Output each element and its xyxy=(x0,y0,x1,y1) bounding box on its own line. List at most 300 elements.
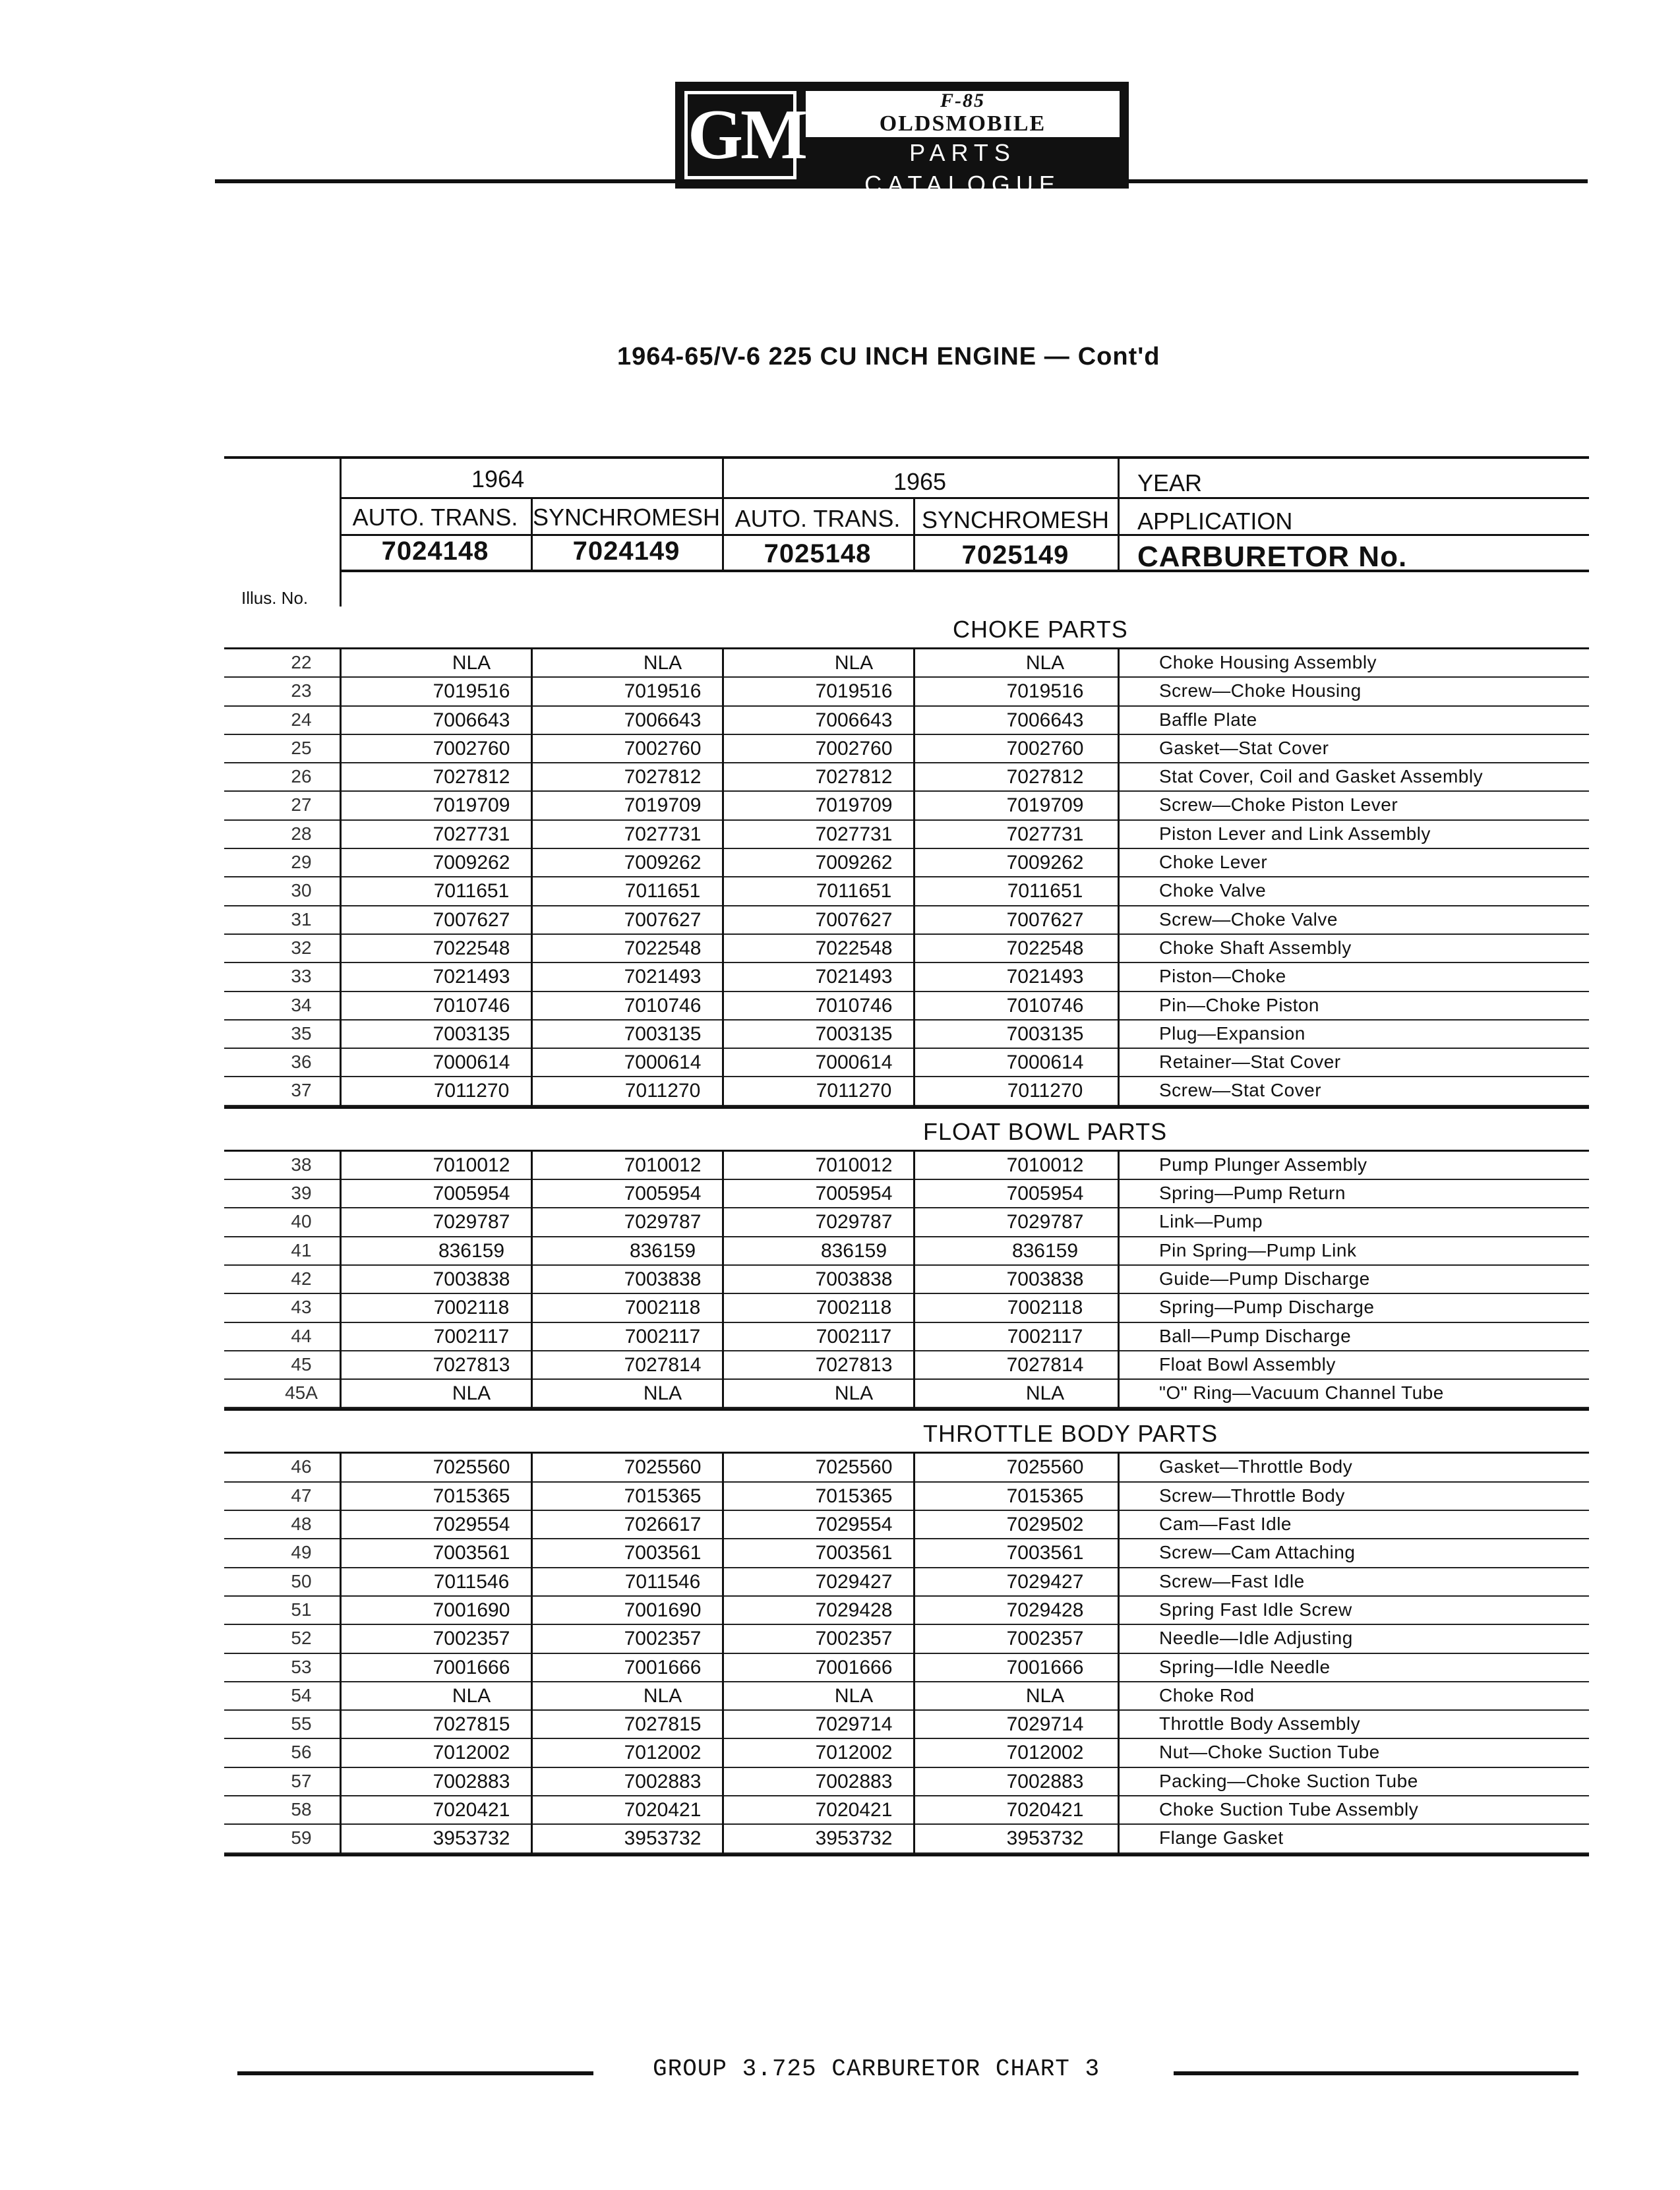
part-1965-auto: NLA xyxy=(834,652,874,674)
part-1965-auto: 7003838 xyxy=(815,1268,893,1290)
application-label: APPLICATION xyxy=(1137,508,1293,535)
part-1965-auto: 7020421 xyxy=(815,1798,893,1821)
table-row xyxy=(224,1323,1589,1351)
part-1964-auto: NLA xyxy=(452,1684,491,1707)
part-1964-synchro: 7022548 xyxy=(624,937,702,959)
part-1965-auto: 7025560 xyxy=(815,1456,893,1479)
part-1964-synchro: NLA xyxy=(643,1684,682,1707)
part-1965-auto: 7029554 xyxy=(815,1514,893,1536)
part-1964-auto: NLA xyxy=(452,652,491,674)
part-1964-synchro: 7021493 xyxy=(624,966,702,988)
part-1965-synchro: 7002760 xyxy=(1006,737,1084,759)
part-description: Nut—Choke Suction Tube xyxy=(1159,1742,1380,1763)
part-1964-synchro: 7000614 xyxy=(624,1051,702,1074)
part-1965-auto: 7006643 xyxy=(815,709,893,731)
part-1964-synchro: 7003838 xyxy=(624,1268,702,1290)
part-1964-synchro: 7002883 xyxy=(624,1770,702,1792)
part-1964-auto: 3953732 xyxy=(433,1827,510,1850)
part-1965-synchro: 7001666 xyxy=(1006,1656,1084,1678)
part-1964-auto: 7012002 xyxy=(433,1742,510,1764)
part-1965-auto: 7005954 xyxy=(815,1183,893,1205)
part-description: Pump Plunger Assembly xyxy=(1159,1154,1367,1175)
part-1965-synchro: 7012002 xyxy=(1006,1742,1084,1764)
part-1965-synchro: 7015365 xyxy=(1006,1485,1084,1507)
brand-name: OLDSMOBILE xyxy=(879,111,1046,136)
part-description: Spring—Pump Return xyxy=(1159,1183,1346,1204)
year-1964: 1964 xyxy=(471,465,525,492)
part-1964-auto: 7029554 xyxy=(433,1514,510,1536)
illus-number: 38 xyxy=(291,1154,312,1175)
part-1965-auto: 7010012 xyxy=(815,1154,893,1176)
gm-mark: GM xyxy=(684,91,796,179)
part-1965-synchro: 7021493 xyxy=(1006,966,1084,988)
illus-number: 45 xyxy=(291,1353,312,1375)
illus-number: 36 xyxy=(291,1051,312,1073)
part-1964-auto: 7002118 xyxy=(433,1297,510,1319)
part-1964-synchro: 7027812 xyxy=(624,766,702,788)
part-description: Choke Lever xyxy=(1159,852,1268,873)
illus-number: 22 xyxy=(291,652,312,672)
table-row xyxy=(224,1351,1589,1380)
part-1965-synchro: 7003561 xyxy=(1006,1542,1084,1564)
application-3: AUTO. TRANS. xyxy=(735,505,901,532)
part-1964-synchro: 7019516 xyxy=(624,680,702,703)
part-description: Choke Shaft Assembly xyxy=(1159,937,1352,958)
part-1964-synchro: 7011651 xyxy=(624,880,701,903)
part-1965-auto: 7003135 xyxy=(815,1022,893,1045)
carburetor-label: CARBURETOR No. xyxy=(1137,541,1408,573)
part-1964-synchro: 7001690 xyxy=(624,1599,702,1621)
part-1965-synchro: 7011270 xyxy=(1007,1080,1083,1102)
part-1965-synchro: 7005954 xyxy=(1006,1183,1084,1205)
part-description: Piston—Choke xyxy=(1159,966,1286,987)
part-1964-auto: 7011651 xyxy=(433,880,510,903)
illus-number: 37 xyxy=(291,1080,312,1101)
part-1964-synchro: 7019709 xyxy=(624,794,702,817)
illus-number: 59 xyxy=(291,1827,312,1849)
part-1965-synchro: 7029787 xyxy=(1006,1211,1084,1233)
part-1964-auto: 7021493 xyxy=(433,966,510,988)
part-1964-synchro: 7027731 xyxy=(624,823,702,845)
footer-rule-left xyxy=(237,2071,593,2075)
illus-number: 29 xyxy=(291,852,312,873)
part-1964-auto: 7027731 xyxy=(433,823,510,845)
part-1965-synchro: 7003135 xyxy=(1006,1022,1084,1045)
table-row xyxy=(224,1021,1589,1049)
part-1964-synchro: 7010012 xyxy=(624,1154,702,1176)
illus-number: 46 xyxy=(291,1456,312,1477)
part-description: Spring—Pump Discharge xyxy=(1159,1297,1375,1318)
part-1964-synchro: 7009262 xyxy=(624,852,702,874)
part-1964-synchro: 7003561 xyxy=(624,1542,702,1564)
part-1965-synchro: 7009262 xyxy=(1006,852,1084,874)
part-1964-synchro: NLA xyxy=(643,1382,682,1405)
part-description: Plug—Expansion xyxy=(1159,1022,1305,1044)
part-1964-auto: 7003838 xyxy=(433,1268,510,1290)
illus-number: 53 xyxy=(291,1656,312,1677)
part-1964-auto: 7010012 xyxy=(433,1154,510,1176)
illus-number: 40 xyxy=(291,1211,312,1232)
part-1965-auto: 7010746 xyxy=(815,994,893,1017)
part-1965-auto: 7011270 xyxy=(816,1080,892,1102)
illus-number: 49 xyxy=(291,1542,312,1563)
part-1965-synchro: 7029427 xyxy=(1006,1570,1084,1593)
illus-number: 50 xyxy=(291,1570,312,1591)
table-row xyxy=(224,678,1589,706)
part-1964-synchro: 7005954 xyxy=(624,1183,702,1205)
part-1964-auto: 7011270 xyxy=(433,1080,510,1102)
illus-number: 27 xyxy=(291,794,312,815)
part-1965-synchro: 7022548 xyxy=(1006,937,1084,959)
table-row xyxy=(224,1511,1589,1539)
carburetor-3: 7025148 xyxy=(764,539,872,568)
part-1964-auto: 7001666 xyxy=(433,1656,510,1678)
table-row xyxy=(224,1483,1589,1511)
part-1965-auto: 7029427 xyxy=(815,1570,893,1593)
part-1964-auto: 7002117 xyxy=(433,1325,510,1347)
table-row xyxy=(224,963,1589,991)
part-1964-synchro: 7002117 xyxy=(624,1325,701,1347)
part-1965-auto: 7002357 xyxy=(815,1628,893,1650)
table-row xyxy=(224,992,1589,1021)
part-1964-synchro: 7011270 xyxy=(624,1080,701,1102)
part-description: Throttle Body Assembly xyxy=(1159,1713,1361,1734)
part-description: "O" Ring—Vacuum Channel Tube xyxy=(1159,1382,1444,1404)
part-description: Screw—Throttle Body xyxy=(1159,1485,1345,1506)
table-row xyxy=(224,1180,1589,1208)
part-description: Spring—Idle Needle xyxy=(1159,1656,1331,1677)
part-1964-auto: 7001690 xyxy=(433,1599,510,1621)
part-1965-auto: 7029714 xyxy=(815,1713,893,1736)
part-1964-auto: 7002883 xyxy=(433,1770,510,1792)
application-1: AUTO. TRANS. xyxy=(352,504,518,531)
part-description: Screw—Fast Idle xyxy=(1159,1570,1305,1591)
part-1965-auto: 7002883 xyxy=(815,1770,893,1792)
part-1964-auto: 7020421 xyxy=(433,1798,510,1821)
part-1965-auto: 7029787 xyxy=(815,1211,893,1233)
part-1964-auto: NLA xyxy=(452,1382,491,1405)
part-1965-auto: 7027813 xyxy=(815,1353,893,1376)
part-1965-synchro: NLA xyxy=(1025,652,1065,674)
part-description: Guide—Pump Discharge xyxy=(1159,1268,1370,1289)
table-row xyxy=(224,906,1589,935)
table-body xyxy=(224,607,1589,1856)
part-1964-auto: 7027815 xyxy=(433,1713,510,1736)
part-description: Gasket—Throttle Body xyxy=(1159,1456,1353,1477)
part-1965-synchro: 7002117 xyxy=(1007,1325,1083,1347)
illus-number: 25 xyxy=(291,737,312,758)
part-1965-auto: 7007627 xyxy=(815,908,893,931)
part-1965-auto: NLA xyxy=(834,1382,874,1405)
part-1964-synchro: 7025560 xyxy=(624,1456,702,1479)
table-row xyxy=(224,821,1589,849)
year-1965: 1965 xyxy=(893,468,947,495)
part-description: Screw—Cam Attaching xyxy=(1159,1542,1356,1563)
part-1964-synchro: 7027815 xyxy=(624,1713,702,1736)
part-1965-auto: 7003561 xyxy=(815,1542,893,1564)
part-description: Float Bowl Assembly xyxy=(1159,1353,1336,1375)
illus-number: 44 xyxy=(291,1325,312,1346)
part-1965-auto: 836159 xyxy=(820,1239,887,1262)
illus-number: 28 xyxy=(291,823,312,844)
part-1964-auto: 7002760 xyxy=(433,737,510,759)
part-1965-auto: 7019516 xyxy=(815,680,893,703)
part-1965-synchro: 7029714 xyxy=(1006,1713,1084,1736)
illus-number: 23 xyxy=(291,680,312,701)
part-description: Flange Gasket xyxy=(1159,1827,1284,1849)
table-row xyxy=(224,792,1589,820)
part-1965-synchro: 7029428 xyxy=(1006,1599,1084,1621)
part-1964-auto: 7003561 xyxy=(433,1542,510,1564)
year-label: YEAR xyxy=(1137,469,1203,496)
part-1964-synchro: 7029787 xyxy=(624,1211,702,1233)
part-description: Ball—Pump Discharge xyxy=(1159,1325,1352,1346)
part-description: Link—Pump xyxy=(1159,1211,1263,1232)
part-1964-auto: 7005954 xyxy=(433,1183,510,1205)
part-1964-auto: 7006643 xyxy=(433,709,510,731)
part-1964-synchro: 7002118 xyxy=(624,1297,701,1319)
part-1964-auto: 7019516 xyxy=(433,680,510,703)
part-description: Pin Spring—Pump Link xyxy=(1159,1239,1357,1260)
part-description: Needle—Idle Adjusting xyxy=(1159,1628,1353,1649)
model-name: F-85 xyxy=(940,90,985,111)
part-1965-auto: 7001666 xyxy=(815,1656,893,1678)
table-row xyxy=(224,1208,1589,1237)
illus-number: 48 xyxy=(291,1514,312,1535)
part-1965-synchro: NLA xyxy=(1025,1382,1065,1405)
table-row xyxy=(224,1654,1589,1682)
part-1964-auto: 7011546 xyxy=(433,1570,510,1593)
illus-number: 51 xyxy=(291,1599,312,1620)
illus-label: Illus. No. xyxy=(241,588,309,608)
illus-number: 47 xyxy=(291,1485,312,1506)
illus-number: 52 xyxy=(291,1628,312,1649)
part-1964-auto: 836159 xyxy=(438,1239,505,1262)
table-row xyxy=(224,1768,1589,1796)
illus-number: 35 xyxy=(291,1022,312,1044)
illus-number: 45A xyxy=(285,1382,318,1404)
part-description: Spring Fast Idle Screw xyxy=(1159,1599,1352,1620)
part-1965-synchro: 7002357 xyxy=(1006,1628,1084,1650)
part-1965-synchro: 3953732 xyxy=(1006,1827,1084,1850)
carburetor-1: 7024148 xyxy=(381,537,489,566)
part-1965-auto: 7019709 xyxy=(815,794,893,817)
part-1965-auto: 7015365 xyxy=(815,1485,893,1507)
part-1965-synchro: 7029502 xyxy=(1006,1514,1084,1536)
part-1964-synchro: 7007627 xyxy=(624,908,702,931)
part-description: Choke Suction Tube Assembly xyxy=(1159,1798,1419,1820)
section-heading xyxy=(224,1411,1589,1452)
carburetor-2: 7024149 xyxy=(572,537,680,566)
part-1965-auto: 7022548 xyxy=(815,937,893,959)
illus-number: 57 xyxy=(291,1770,312,1791)
part-1964-auto: 7009262 xyxy=(433,852,510,874)
part-description: Baffle Plate xyxy=(1159,709,1257,730)
table-row xyxy=(224,1077,1589,1106)
table-row xyxy=(224,1266,1589,1294)
part-1965-synchro: 7019709 xyxy=(1006,794,1084,817)
part-description: Screw—Stat Cover xyxy=(1159,1080,1322,1101)
part-1965-auto: 7021493 xyxy=(815,966,893,988)
part-1964-synchro: 7011546 xyxy=(624,1570,701,1593)
part-description: Screw—Choke Valve xyxy=(1159,908,1338,930)
part-1965-auto: 7029428 xyxy=(815,1599,893,1621)
table-row xyxy=(224,1825,1589,1853)
part-1965-auto: 7027731 xyxy=(815,823,893,845)
part-1965-synchro: 7007627 xyxy=(1006,908,1084,931)
illus-number: 54 xyxy=(291,1684,312,1705)
section-rule xyxy=(224,1854,1589,1856)
table-row xyxy=(224,707,1589,735)
part-1965-auto: 7002117 xyxy=(816,1325,892,1347)
part-1965-synchro: 836159 xyxy=(1011,1239,1079,1262)
illus-number: 24 xyxy=(291,709,312,730)
table-row xyxy=(224,1625,1589,1653)
part-1965-auto: 7002118 xyxy=(816,1297,892,1319)
part-1964-auto: 7000614 xyxy=(433,1051,510,1074)
part-1964-synchro: 7010746 xyxy=(624,994,702,1017)
illus-number: 34 xyxy=(291,994,312,1015)
part-1965-synchro: NLA xyxy=(1025,1684,1065,1707)
catalogue-label: PARTS CATALOGUE xyxy=(864,139,1061,198)
table-header xyxy=(224,456,1589,607)
section-title: CHOKE PARTS xyxy=(953,616,1128,643)
page-title xyxy=(617,343,1160,371)
illus-number: 32 xyxy=(291,937,312,958)
page-footer: GROUP 3.725 CARBURETOR CHART 3 xyxy=(653,2056,1100,2083)
table-row xyxy=(224,1711,1589,1739)
table-row xyxy=(224,1796,1589,1825)
table-row xyxy=(224,1294,1589,1322)
table-row xyxy=(224,1597,1589,1625)
part-1964-auto: 7010746 xyxy=(433,994,510,1017)
part-description: Retainer—Stat Cover xyxy=(1159,1051,1341,1073)
illus-number: 31 xyxy=(291,908,312,930)
part-description: Choke Valve xyxy=(1159,880,1267,901)
part-1965-auto: 7012002 xyxy=(815,1742,893,1764)
part-1965-auto: NLA xyxy=(834,1684,874,1707)
part-1965-auto: 7009262 xyxy=(815,852,893,874)
part-1964-synchro: NLA xyxy=(643,652,682,674)
part-1964-synchro: 7026617 xyxy=(624,1514,702,1536)
part-1964-synchro: 3953732 xyxy=(624,1827,702,1850)
part-1964-synchro: 7012002 xyxy=(624,1742,702,1764)
table-row xyxy=(224,1739,1589,1767)
table-row xyxy=(224,849,1589,877)
part-1964-auto: 7022548 xyxy=(433,937,510,959)
part-1964-synchro: 7020421 xyxy=(624,1798,702,1821)
part-1964-synchro: 7002357 xyxy=(624,1628,702,1650)
illus-number: 26 xyxy=(291,766,312,787)
part-1965-synchro: 7020421 xyxy=(1006,1798,1084,1821)
illus-number: 56 xyxy=(291,1742,312,1763)
table-row xyxy=(224,1049,1589,1077)
part-1965-auto: 7000614 xyxy=(815,1051,893,1074)
part-1965-synchro: 7027812 xyxy=(1006,766,1084,788)
part-1965-synchro: 7010746 xyxy=(1006,994,1084,1017)
part-1965-auto: 7027812 xyxy=(815,766,893,788)
footer-rule-right xyxy=(1174,2071,1578,2075)
illus-number: 41 xyxy=(291,1239,312,1260)
application-2: SYNCHROMESH xyxy=(532,504,721,531)
part-1964-auto: 7019709 xyxy=(433,794,510,817)
table-row xyxy=(224,1682,1589,1711)
illus-number: 43 xyxy=(291,1297,312,1318)
table-row xyxy=(224,647,1589,678)
part-1964-auto: 7027812 xyxy=(433,766,510,788)
table-row xyxy=(224,763,1589,792)
part-description: Stat Cover, Coil and Gasket Assembly xyxy=(1159,766,1484,787)
part-1964-synchro: 7015365 xyxy=(624,1485,702,1507)
part-1964-auto: 7025560 xyxy=(433,1456,510,1479)
part-1965-synchro: 7010012 xyxy=(1006,1154,1084,1176)
part-1965-synchro: 7025560 xyxy=(1006,1456,1084,1479)
gm-logo xyxy=(675,82,1129,198)
part-1964-synchro: 7003135 xyxy=(624,1022,702,1045)
part-description: Pin—Choke Piston xyxy=(1159,994,1320,1015)
table-row xyxy=(224,877,1589,906)
part-1964-synchro: 7006643 xyxy=(624,709,702,731)
part-1965-auto: 7002760 xyxy=(815,737,893,759)
part-1964-auto: 7015365 xyxy=(433,1485,510,1507)
table-row xyxy=(224,735,1589,763)
parts-table xyxy=(224,456,1589,1856)
illus-number: 55 xyxy=(291,1713,312,1734)
part-1964-auto: 7029787 xyxy=(433,1211,510,1233)
part-description: Cam—Fast Idle xyxy=(1159,1514,1292,1535)
part-1964-synchro: 836159 xyxy=(629,1239,696,1262)
part-description: Screw—Choke Piston Lever xyxy=(1159,794,1398,815)
part-description: Packing—Choke Suction Tube xyxy=(1159,1770,1418,1791)
part-1964-auto: 7002357 xyxy=(433,1628,510,1650)
illus-number: 58 xyxy=(291,1798,312,1820)
part-1965-synchro: 7027814 xyxy=(1006,1353,1084,1376)
table-row xyxy=(224,935,1589,963)
part-1965-auto: 3953732 xyxy=(815,1827,893,1850)
part-description: Gasket—Stat Cover xyxy=(1159,737,1329,758)
part-1965-synchro: 7006643 xyxy=(1006,709,1084,731)
part-1965-synchro: 7002883 xyxy=(1006,1770,1084,1792)
illus-number: 39 xyxy=(291,1183,312,1204)
section-heading xyxy=(224,1109,1589,1150)
part-description: Screw—Choke Housing xyxy=(1159,680,1362,701)
part-1964-auto: 7003135 xyxy=(433,1022,510,1045)
application-4: SYNCHROMESH xyxy=(921,506,1110,533)
section-heading xyxy=(224,607,1589,647)
title-text: 1964-65/V-6 225 CU INCH ENGINE — xyxy=(617,343,1070,370)
section-title: THROTTLE BODY PARTS xyxy=(923,1420,1218,1448)
illus-number: 33 xyxy=(291,966,312,987)
table-row xyxy=(224,1568,1589,1597)
part-1965-synchro: 7002118 xyxy=(1007,1297,1083,1319)
carburetor-4: 7025149 xyxy=(961,541,1069,570)
part-1965-synchro: 7019516 xyxy=(1006,680,1084,703)
table-row xyxy=(224,1380,1589,1408)
table-row xyxy=(224,1150,1589,1180)
part-1964-synchro: 7027814 xyxy=(624,1353,702,1376)
illus-number: 30 xyxy=(291,880,312,901)
table-row xyxy=(224,1539,1589,1568)
illus-number: 42 xyxy=(291,1268,312,1289)
title-contd: Cont'd xyxy=(1077,343,1160,370)
part-1965-synchro: 7000614 xyxy=(1006,1051,1084,1074)
section-title: FLOAT BOWL PARTS xyxy=(923,1117,1168,1145)
table-row xyxy=(224,1452,1589,1482)
part-1965-synchro: 7027731 xyxy=(1006,823,1084,845)
part-1964-auto: 7027813 xyxy=(433,1353,510,1376)
part-description: Piston Lever and Link Assembly xyxy=(1159,823,1431,844)
part-description: Choke Housing Assembly xyxy=(1159,652,1377,672)
